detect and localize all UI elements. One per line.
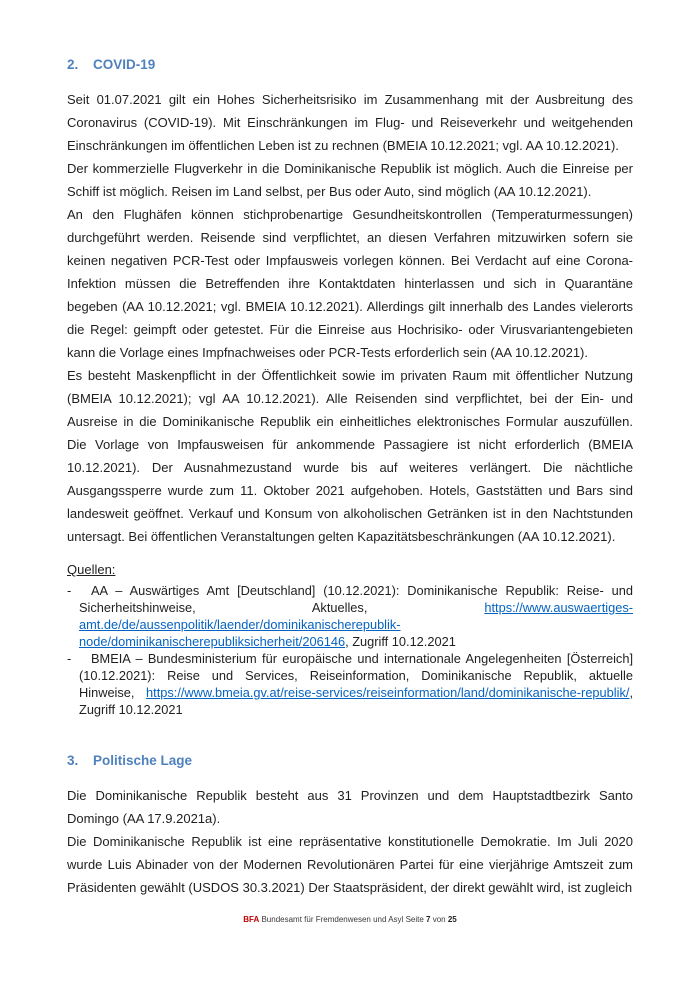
source-text-post: , Zugriff 10.12.2021: [79, 685, 633, 717]
politik-paragraph-1: Die Dominikanische Republik besteht aus 31 Provinzen und dem Hauptstadtbezirk Santo Domingo (AA 17.9.2021a).: [67, 788, 633, 826]
covid-paragraph-1: Seit 01.07.2021 gilt ein Hohes Sicherheitsrisiko im Zusammenhang mit der Ausbreitung des Coronavirus (COVID-19). Mit Einschränkungen im Flug- und Reiseverkehr und weitgehenden Einschränkungen im öffentlichen Leben ist zu rechnen (BMEIA 10.12.2021; vgl. AA 10.12.2021).: [67, 92, 633, 153]
source-text-post: , Zugriff 10.12.2021: [345, 634, 456, 649]
source-item-aa: [67, 582, 633, 650]
footer-von-label: von: [432, 915, 446, 924]
covid-paragraph-3: An den Flughäfen können stichprobenartige Gesundheitskontrollen (Temperaturmessungen) durchgeführt werden. Reisende sind verpflichtet, an diesen Verfahren mitzuwirken sofern sie keinen negativen PCR-Test oder Impfausweis vorlegen können. Bei Verdacht auf eine Corona-Infektion müssen die Betreffenden ihre Kontaktdaten hinterlassen und sich in Quarantäne begeben (AA 10.12.2021; vgl. BMEIA 10.12.2021). Allerdings gilt innerhalb des Landes vielerorts die Regel: geimpft oder getestet. Für die Einreise aus Hochrisiko- oder Virusvariantengebieten kann die Vorlage eines Impfnachweises oder PCR-Tests erforderlich sein (AA 10.12.2021).: [67, 207, 633, 360]
politik-paragraph-2: Die Dominikanische Republik ist eine repräsentative konstitutionelle Demokratie. Im Juli 2020 wurde Luis Abinader von der Modernen Revolutionären Partei für eine vierjährige Amtszeit zum Präsidenten gewählt (USDOS 30.3.2021) Der Staatspräsident, der direkt gewählt wird, ist zugleich: [67, 834, 633, 895]
source-item-bmeia: [67, 650, 633, 718]
section-title-politik: Politische Lage: [93, 753, 193, 768]
covid-paragraph-4: Es besteht Maskenpflicht in der Öffentlichkeit sowie im privaten Raum mit öffentlicher Nutzung (BMEIA 10.12.2021); vgl AA 10.12.2021). Alle Reisenden sind verpflichtet, bei der Ein- und Ausreise in die Dominikanische Republik ein einheitliches elektronisches Formular auszufüllen. Die Vorlage von Impfausweisen für ankommende Passagiere ist nicht erforderlich (BMEIA 10.12.2021). Der Ausnahmezustand wurde bis auf weiteres verlängert. Die nächtliche Ausgangssperre wurde zum 11. Oktober 2021 aufgehoben. Hotels, Gaststätten und Bars sind landesweit geöffnet. Verkauf und Konsum von alkoholischen Getränken ist in den Nachtstunden untersagt. Bei öffentlichen Veranstaltungen gelten Kapazitätsbeschränkungen (AA 10.12.2021).: [67, 368, 633, 544]
footer-seite-label: Seite: [405, 915, 424, 924]
footer-total-pages: 25: [447, 915, 457, 924]
section-number-covid: 2.: [67, 57, 79, 72]
source-text-pre: BMEIA – Bundesministerium für europäische und internationale Angelegenheiten [Österreich] (10.12.2021): Reise und Services, Reiseinformation, Dominikanische Republik, aktuelle Hinweise,: [79, 651, 633, 700]
section-title-covid: COVID-19: [93, 57, 156, 72]
footer-org-text: Bundesamt für Fremdenwesen und Asyl: [261, 915, 404, 924]
list-dash: -: [67, 651, 72, 666]
quellen-label: Quellen:: [67, 562, 116, 577]
footer-page-number: 7: [426, 915, 431, 924]
source-link-bmeia[interactable]: https://www.bmeia.gv.at/reise-services/reiseinformation/land/dominikanische-republik/: [146, 685, 630, 700]
bfa-logo: BFA: [243, 915, 260, 924]
source-text-pre: AA – Auswärtiges Amt [Deutschland] (10.12.2021): Dominikanische Republik: Reise- und Sicherheitshinweise, Aktuelles,: [79, 583, 633, 615]
page-footer: [0, 914, 700, 926]
section-number-politik: 3.: [67, 753, 79, 768]
list-dash: -: [67, 583, 72, 598]
section-heading-politik: [67, 752, 633, 769]
covid-paragraph-2: Der kommerzielle Flugverkehr in die Dominikanische Republik ist möglich. Auch die Einreise per Schiff ist möglich. Reisen im Land selbst, per Bus oder Auto, sind möglich (AA 10.12.2021).: [67, 161, 633, 199]
source-link-auswaertiges-amt[interactable]: https://www.auswaertiges-amt.de/de/aussenpolitik/laender/dominikanischerepublik-node/dominikanischerepubliksicherheit/206146: [79, 600, 633, 649]
section-heading-covid: [67, 56, 633, 73]
